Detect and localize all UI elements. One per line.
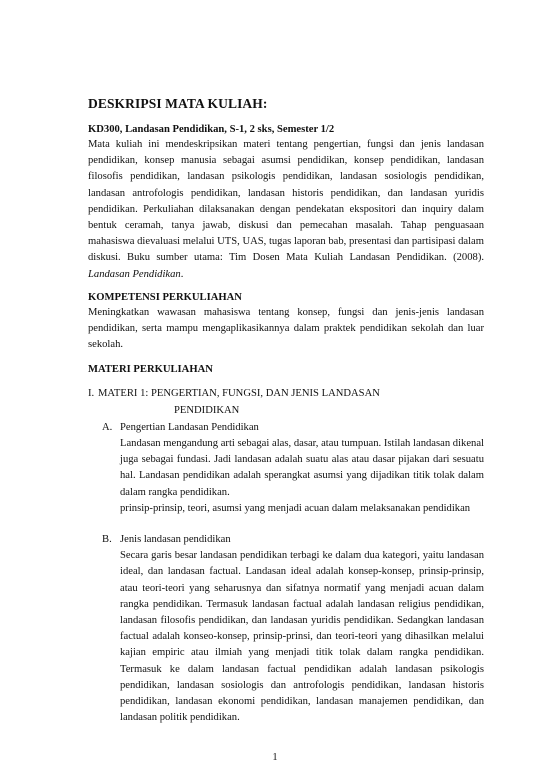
subsection-a-title: Pengertian Landasan Pendidikan <box>120 421 259 433</box>
subsection-b <box>88 532 484 548</box>
course-description <box>88 137 484 283</box>
kompetensi-heading: KOMPETENSI PERKULIAHAN <box>88 291 242 303</box>
section-1-number: I. <box>88 388 95 400</box>
subsection-b-title: Jenis landasan pendidikan <box>120 534 231 546</box>
subsection-a-para1: Landasan mengandung arti sebagai alas, dasar, atau tumpuan. Istilah landasan dikenal juga sebagai fundasi. Jadi landasan adalah suatu alas atau dasar pijakan dari sesuatu hal. Landasan pendidikan adalah sperangkat asumsi yang dijadikan titik tolak dalam dalam rangka pendidikan. <box>120 438 484 498</box>
subsection-b-letter: B. <box>102 534 112 546</box>
subsection-a-letter: A. <box>102 421 113 433</box>
page-number: 1 <box>272 752 278 763</box>
kompetensi-text: Meningkatkan wawasan mahasiswa tentang konsep, fungsi dan jenis-jenis landasan pendidikan, serta mampu mengaplikasikannya dalam praktek pendidikan sekolah dan luar sekolah. <box>88 306 484 351</box>
materi-heading: MATERI PERKULIAHAN <box>88 364 213 376</box>
course-heading: KD300, Landasan Pendidikan, S-1, 2 sks, Semester 1/2 <box>88 124 335 135</box>
subsection-a <box>88 420 484 436</box>
description-end: . <box>180 268 184 280</box>
document-page <box>88 96 484 727</box>
description-book-title: Landasan Pendidikan <box>88 268 181 280</box>
description-text: Mata kuliah ini mendeskripsikan materi tentang pengertian, fungsi dan jenis landasan pendidikan, konsep manusia sebagai asumsi pendidikan, konsep pendidikan, landasan filosofis pendidikan, landasan psikologis pendidikan, landasan sosiologis pendidikan, landasan antrofologis pendidikan, landasan historis pendidikan, dan landasan yuridis pendidikan. Perkuliahan dilaksanakan dengan pendekatan ekspositori dan inquiry dalam bentuk ceramah, tanya jawab, diskusi dan pemecahan masalah. Tahap penguasaan mahasiswa dievaluasi melalui UTS, UAS, tugas laporan bab, presentasi dan partisipasi dalam diskusi. Buku sumber utama: Tim Dosen Mata Kuliah Landasan Pendidikan. (2008). <box>88 139 484 264</box>
section-1-title-line2: PENDIDIKAN <box>174 404 240 416</box>
document-title: DESKRIPSI MATA KULIAH: <box>88 96 268 111</box>
section-1-title-line1: MATERI 1: PENGERTIAN, FUNGSI, DAN JENIS LANDASAN <box>98 388 380 400</box>
section-1-heading <box>88 386 484 418</box>
subsection-a-para2: prinsip-prinsip, teori, asumsi yang menjadi acuan dalam melaksanakan pendidikan <box>120 502 471 514</box>
subsection-b-para1: Secara garis besar landasan pendidikan terbagi ke dalam dua kategori, yaitu landasan ideal, dan landasan factual. Landasan ideal adalah konsep-konsep, prinsip-prinsip, atau teori-teori yang seharusnya dan sifatnya normatif yang menjadi acuan dalam rangka pendidikan. Termasuk landasan factual adalah landasan religius pendidikan, landasan filosofis pendidikan, dan landasan yuridis pendidikan. Sedangkan landasan factual adalah konseo-konsep, prinsip-prinsi, dan teori-teori yang dihasilkan melalui kajian empiric atau ilmiah yang menjadi titik tolak dalam rangka pendidikan. Termasuk ke dalam landasan factual pendidikan adalah landasan psikologis pendidikan, landasan sosiologis dan antrofologis pendidikan, landasan historis pendidikan, landasan ekonomi pendidikan, landasan manajemen pendidikan, dan landasan politik pendidikan. <box>120 550 484 724</box>
